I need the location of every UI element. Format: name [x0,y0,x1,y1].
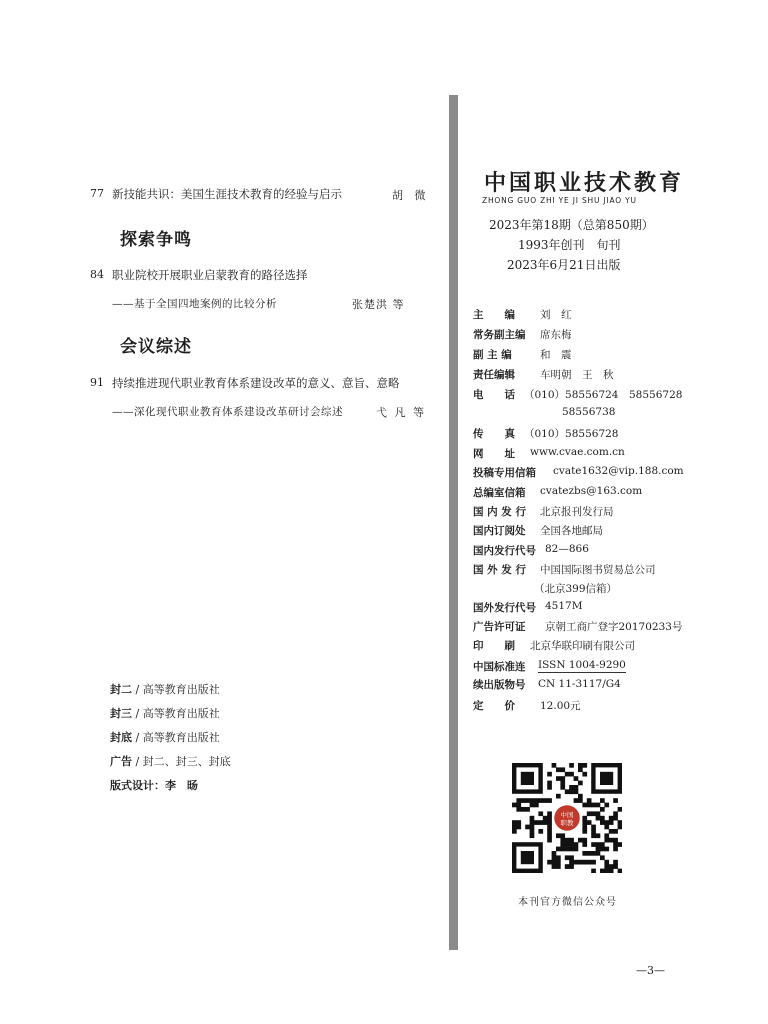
toc-item-author: 胡 微 [392,189,430,202]
info-label: 中国标准连 [473,661,526,673]
info-value: （北京399信箱） [534,583,618,595]
info-label: 常务副主编 [473,329,526,341]
info-label: 国 外 发 行 [473,564,526,576]
journal-title: 中国职业技术教育 [484,170,685,196]
toc-item-number: 77 [90,187,104,200]
info-value: 北京报刊发行局 [540,506,614,518]
page-divider [449,95,458,950]
info-value[interactable]: cvate1632@vip.188.com [553,465,684,477]
info-value: 中国国际图书贸易总公司 [540,564,656,576]
toc-item-title[interactable]: 持续推进现代职业教育体系建设改革的意义、意旨、意略 [112,376,400,390]
toc-item-number: 84 [90,268,104,281]
qr-caption: 本刊官方微信公众号 [518,897,617,908]
info-label: 责任编辑 [473,369,515,381]
layout-designer: 版式设计：李 旸 [110,779,198,792]
issue-number: 2023年第18期（总第850期） [489,218,654,232]
qr-code-icon [512,763,622,873]
info-label: 副 主 编 [473,349,512,361]
info-value: 58556738 [562,406,616,418]
section-heading: 会议综述 [120,337,192,357]
qr-logo-text: 中国 [560,811,574,819]
info-label: 国内发行代号 [473,545,536,557]
toc-item-subtitle: ——深化现代职业教育体系建设改革研讨会综述 [112,406,343,418]
info-value: CN 11-3117/G4 [538,678,621,690]
info-label: 投稿专用信箱 [473,467,536,479]
info-value: 车明朝 王 秋 [540,369,614,381]
info-label: 国外发行代号 [473,602,536,614]
info-value: 全国各地邮局 [540,525,603,537]
info-label: 总编室信箱 [473,487,526,499]
info-label: 定 价 [473,700,515,712]
info-value: 北京华联印刷有限公司 [530,640,635,652]
info-value: ISSN 1004-9290 [538,659,626,671]
info-label: 电 话 [473,389,515,401]
cover-credit-row: 封二 / 高等教育出版社 [110,683,220,696]
info-value: （010）58556724 58556728 [524,389,683,401]
info-label: 国内订阅处 [473,525,526,537]
info-label: 续出版物号 [473,679,526,691]
toc-item-number: 91 [90,376,104,389]
cover-credit-row: 广告 / 封二、封三、封底 [110,755,231,768]
info-label: 印 刷 [473,640,515,652]
info-label: 国 内 发 行 [473,506,526,518]
toc-item-title[interactable]: 新技能共识：美国生涯技术教育的经验与启示 [112,187,342,201]
qr-code[interactable] [512,763,622,873]
section-heading: 探索争鸣 [120,230,192,250]
cover-credit-row: 封底 / 高等教育出版社 [110,731,220,744]
info-value: 京朝工商广登字20170233号 [545,621,683,633]
toc-item-subtitle: ——基于全国四地案例的比较分析 [112,298,277,310]
journal-pinyin: ZHONG GUO ZHI YE JI SHU JIAO YU [482,196,637,205]
info-value[interactable]: cvatezbs@163.com [540,485,643,497]
info-label: 广告许可证 [473,621,526,633]
info-label: 传 真 [473,428,515,440]
toc-item-author: 张楚洪 等 [352,298,405,311]
publish-date: 2023年6月21日出版 [507,258,621,272]
info-value: （010）58556728 [524,428,619,440]
info-value: 12.00元 [540,700,581,712]
page-number: —3— [636,964,665,977]
toc-item-title[interactable]: 职业院校开展职业启蒙教育的路径选择 [112,268,308,282]
toc-item-author: 弋 凡 等 [376,406,426,419]
info-label: 主 编 [473,309,515,321]
info-value[interactable]: www.cvae.com.cn [530,446,625,458]
info-value: 刘 红 [540,309,572,321]
info-label: 网 址 [473,448,515,460]
info-value: 和 震 [540,349,572,361]
founded-line: 1993年创刊 旬刊 [518,238,621,252]
info-value: 席东梅 [540,329,572,341]
cover-credit-row: 封三 / 高等教育出版社 [110,707,220,720]
info-value: 82—866 [545,543,589,555]
qr-logo-text: 职教 [560,819,574,827]
info-value: 4517M [545,600,583,612]
